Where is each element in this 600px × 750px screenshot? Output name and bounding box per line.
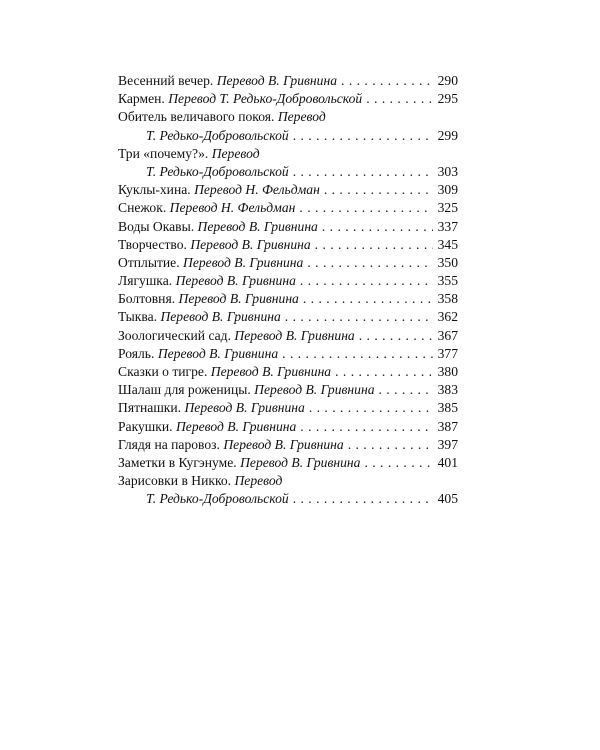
toc-entry-translator: Перевод В. Гривнина — [234, 327, 355, 343]
toc-entry-page: 362 — [437, 309, 458, 325]
toc-entry-title: Снежок. — [118, 200, 167, 216]
toc-entry-translator-name: Т. Редько-Добровольской — [146, 491, 289, 507]
toc-entry — [118, 399, 458, 417]
toc-entry — [118, 236, 458, 254]
toc-entry-translator: Перевод В. Гривнина — [175, 418, 297, 434]
leader-dots — [285, 308, 433, 326]
toc-entry-title: Болтовня. — [118, 291, 176, 307]
toc-entry-page: 325 — [437, 200, 458, 216]
toc-entry-translator: Перевод В. Гривнина — [178, 291, 299, 307]
toc-entry-title: Воды Окавы. — [118, 218, 195, 234]
toc-entry — [118, 418, 458, 436]
toc-entry-page: 345 — [437, 236, 458, 252]
toc-entry — [118, 472, 458, 490]
leader-dots — [341, 72, 433, 90]
toc-entry — [118, 72, 458, 90]
toc-entry-title: Шалаш для роженицы. — [118, 382, 251, 398]
toc-entry-page: 299 — [437, 127, 458, 143]
leader-dots — [322, 218, 433, 236]
toc-entry-title: Заметки в Кугэнуме. — [118, 454, 237, 470]
table-of-contents — [118, 72, 458, 509]
toc-entry-title: Творчество. — [118, 236, 187, 252]
toc-entry-page: 309 — [437, 182, 458, 198]
toc-entry — [118, 345, 458, 363]
toc-entry — [118, 363, 458, 381]
toc-entry-title: Тыква. — [118, 309, 158, 325]
toc-entry-translator: Перевод В. Гривнина — [254, 382, 375, 398]
toc-entry-page: 405 — [437, 491, 458, 507]
toc-entry-continuation — [118, 127, 458, 145]
toc-entry-translator: Перевод Н. Фельдман — [194, 182, 320, 198]
toc-entry-translator: Перевод В. Гривнина — [197, 218, 318, 234]
toc-entry-title: Пятнашки. — [118, 400, 182, 416]
toc-entry-title: Обитель величавого покоя. — [118, 109, 275, 125]
leader-dots — [299, 199, 433, 217]
toc-entry — [118, 254, 458, 272]
toc-entry-page: 387 — [437, 418, 458, 434]
toc-entry — [118, 290, 458, 308]
leader-dots — [282, 345, 433, 363]
toc-entry-page: 383 — [437, 382, 458, 398]
toc-entry-title: Зарисовки в Никко. — [118, 473, 232, 489]
toc-entry-translator: Перевод — [211, 145, 260, 161]
toc-entry-translator: Перевод В. Гривнина — [160, 309, 281, 325]
toc-entry — [118, 308, 458, 326]
toc-entry-page: 337 — [437, 218, 458, 234]
toc-entry-title: Лягушка. — [118, 273, 173, 289]
leader-dots — [307, 254, 433, 272]
toc-entry — [118, 272, 458, 290]
toc-entry-page: 397 — [437, 436, 458, 452]
toc-entry — [118, 181, 458, 199]
toc-entry-title: Отплытие. — [118, 254, 180, 270]
leader-dots — [293, 490, 433, 508]
leader-dots — [300, 272, 433, 290]
toc-entry-title: Три «почему?». — [118, 145, 209, 161]
toc-entry-translator: Перевод В. Гривнина — [240, 454, 361, 470]
leader-dots — [293, 127, 433, 145]
toc-entry-page: 290 — [437, 73, 458, 88]
toc-entry-translator: Перевод Н. Фельдман — [169, 200, 296, 216]
toc-entry-translator: Перевод В. Гривнина — [183, 254, 304, 270]
leader-dots — [300, 418, 433, 436]
toc-entry-page: 385 — [437, 400, 458, 416]
leader-dots — [335, 363, 433, 381]
leader-dots — [293, 163, 433, 181]
toc-entry-page: 377 — [437, 345, 458, 361]
toc-entry-title: Сказки о тигре. — [118, 364, 208, 379]
toc-entry-translator: Перевод В. Гривнина — [210, 364, 332, 379]
toc-entry-translator: Перевод — [277, 109, 326, 125]
toc-entry — [118, 436, 458, 454]
toc-entry-translator: Перевод В. Гривнина — [175, 273, 296, 289]
toc-entry — [118, 327, 458, 345]
leader-dots — [309, 399, 433, 417]
toc-entry — [118, 381, 458, 399]
toc-entry-translator: Перевод В. Гривнина — [184, 400, 305, 416]
toc-entry-page: 355 — [437, 273, 458, 289]
toc-entry-translator: Перевод В. Гривнина — [223, 436, 344, 452]
toc-entry-translator: Перевод — [234, 473, 283, 489]
toc-entry-title: Кармен. — [118, 91, 165, 107]
toc-entry-translator: Перевод В. Гривнина — [190, 236, 311, 252]
toc-entry-title: Зоологический сад. — [118, 327, 231, 343]
leader-dots — [364, 454, 433, 472]
toc-entry-translator: Перевод В. Гривнина — [216, 73, 338, 88]
toc-entry-title: Ракушки. — [118, 418, 173, 434]
leader-dots — [324, 181, 433, 199]
toc-entry-page: 350 — [437, 254, 458, 270]
toc-entry-continuation — [118, 163, 458, 181]
toc-entry — [118, 199, 458, 217]
toc-entry-page: 303 — [437, 163, 458, 179]
leader-dots — [359, 327, 433, 345]
leader-dots — [379, 381, 434, 399]
toc-entry-page: 367 — [437, 327, 458, 343]
toc-entry-page: 295 — [437, 91, 458, 107]
toc-entry — [118, 454, 458, 472]
toc-entry-continuation — [118, 490, 458, 508]
toc-entry — [118, 145, 458, 163]
toc-entry-page: 358 — [437, 291, 458, 307]
toc-entry-page: 401 — [437, 454, 458, 470]
leader-dots — [366, 90, 433, 108]
toc-entry-title: Глядя на паровоз. — [118, 436, 220, 452]
toc-entry — [118, 108, 458, 126]
toc-entry-translator-name: Т. Редько-Добровольской — [146, 127, 289, 143]
toc-entry-translator-name: Т. Редько-Добровольской — [146, 163, 289, 179]
leader-dots — [315, 236, 433, 254]
toc-entry-page: 380 — [437, 364, 458, 379]
toc-entry-title: Рояль. — [118, 345, 155, 361]
toc-entry — [118, 90, 458, 108]
toc-entry — [118, 218, 458, 236]
toc-entry-translator: Перевод Т. Редько-Добровольской — [168, 91, 363, 107]
leader-dots — [303, 290, 433, 308]
toc-entry-title: Весенний вечер. — [118, 73, 214, 88]
toc-entry-title: Куклы-хина. — [118, 182, 191, 198]
toc-entry-translator: Перевод В. Гривнина — [157, 345, 279, 361]
leader-dots — [348, 436, 433, 454]
